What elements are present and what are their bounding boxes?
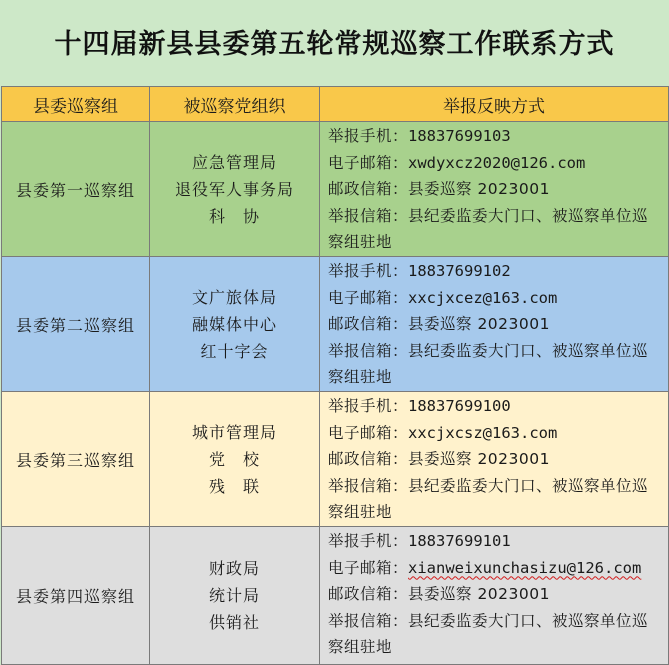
postal-box: 县委巡察 2023001 [408,180,550,198]
report-box-line [328,338,664,391]
org-name: 退役军人事务局 [174,179,294,199]
phone-number[interactable]: 18837699102 [408,262,511,280]
email-label: 电子邮箱： [328,423,409,442]
orgs-cell [150,122,320,257]
report-box-location: 县纪委监委大门口、被巡察单位巡察组驻地 [328,206,649,251]
report-box-line [328,203,664,256]
postal-line [328,581,664,608]
table-header-row [2,87,669,122]
report-box-location: 县纪委监委大门口、被巡察单位巡察组驻地 [328,611,649,656]
org-name: 党 校 [208,449,260,469]
page-title: 十四届新县县委第五轮常规巡察工作联系方式 [54,29,615,60]
group-cell: 县委第二巡察组 [2,257,150,392]
org-name: 统计局 [208,586,260,605]
orgs-cell [150,257,320,392]
table-row [2,257,669,392]
table-row [2,122,669,257]
report-box-label: 举报信箱： [328,476,409,495]
phone-number[interactable]: 18837699101 [408,532,511,550]
email-address[interactable]: xxcjxcez@163.com [408,288,558,307]
report-box-label: 举报信箱： [328,341,409,360]
postal-box: 县委巡察 2023001 [408,315,550,333]
report-box-location: 县纪委监委大门口、被巡察单位巡察组驻地 [328,341,649,386]
phone-label: 举报手机： [328,532,409,550]
postal-line [328,446,664,473]
email-address[interactable]: xwdyxcz2020@126.com [408,153,586,172]
org-name: 财政局 [208,559,260,578]
email-line [328,420,664,447]
email-line [328,285,664,312]
group-cell: 县委第四巡察组 [2,527,150,665]
contact-table [1,86,669,665]
contact-cell [320,257,669,392]
email-address[interactable]: xxcjxcsz@163.com [408,423,558,442]
contact-cell [320,527,669,665]
org-name: 残 联 [208,476,260,496]
phone-line [328,258,664,285]
email-line [328,555,664,582]
postal-label: 邮政信箱： [328,180,409,198]
email-label: 电子邮箱： [328,153,409,172]
postal-line [328,311,664,338]
header-group: 县委巡察组 [2,87,150,122]
report-box-label: 举报信箱： [328,611,409,630]
postal-box: 县委巡察 2023001 [408,585,550,603]
org-name: 城市管理局 [191,422,277,442]
phone-number[interactable]: 18837699103 [408,127,511,145]
report-box-location: 县纪委监委大门口、被巡察单位巡察组驻地 [328,476,649,521]
header-orgs: 被巡察党组织 [150,87,320,122]
org-name: 融媒体中心 [191,314,277,334]
postal-label: 邮政信箱： [328,585,409,603]
header-contact: 举报反映方式 [320,87,669,122]
phone-line [328,123,664,150]
postal-line [328,176,664,203]
contact-cell [320,122,669,257]
postal-label: 邮政信箱： [328,315,409,333]
report-box-line [328,473,664,526]
table-row [2,392,669,527]
email-address[interactable]: xianweixunchasizu@126.com [408,558,642,577]
org-name: 文广旅体局 [191,287,277,307]
orgs-cell [150,392,320,527]
postal-box: 县委巡察 2023001 [408,450,550,468]
table-row [2,527,669,665]
report-box-line [328,608,664,661]
orgs-cell [150,527,320,665]
org-name: 科 协 [208,206,260,226]
email-label: 电子邮箱： [328,558,409,577]
email-label: 电子邮箱： [328,288,409,307]
phone-label: 举报手机： [328,397,409,415]
phone-label: 举报手机： [328,127,409,145]
phone-line [328,393,664,420]
phone-label: 举报手机： [328,262,409,280]
postal-label: 邮政信箱： [328,450,409,468]
email-line [328,150,664,177]
report-box-label: 举报信箱： [328,206,409,225]
phone-number[interactable]: 18837699100 [408,397,511,415]
org-name: 红十字会 [200,341,269,361]
org-name: 应急管理局 [191,152,277,172]
org-name: 供销社 [208,613,260,632]
group-cell: 县委第三巡察组 [2,392,150,527]
contact-cell [320,392,669,527]
phone-line [328,528,664,555]
group-cell: 县委第一巡察组 [2,122,150,257]
